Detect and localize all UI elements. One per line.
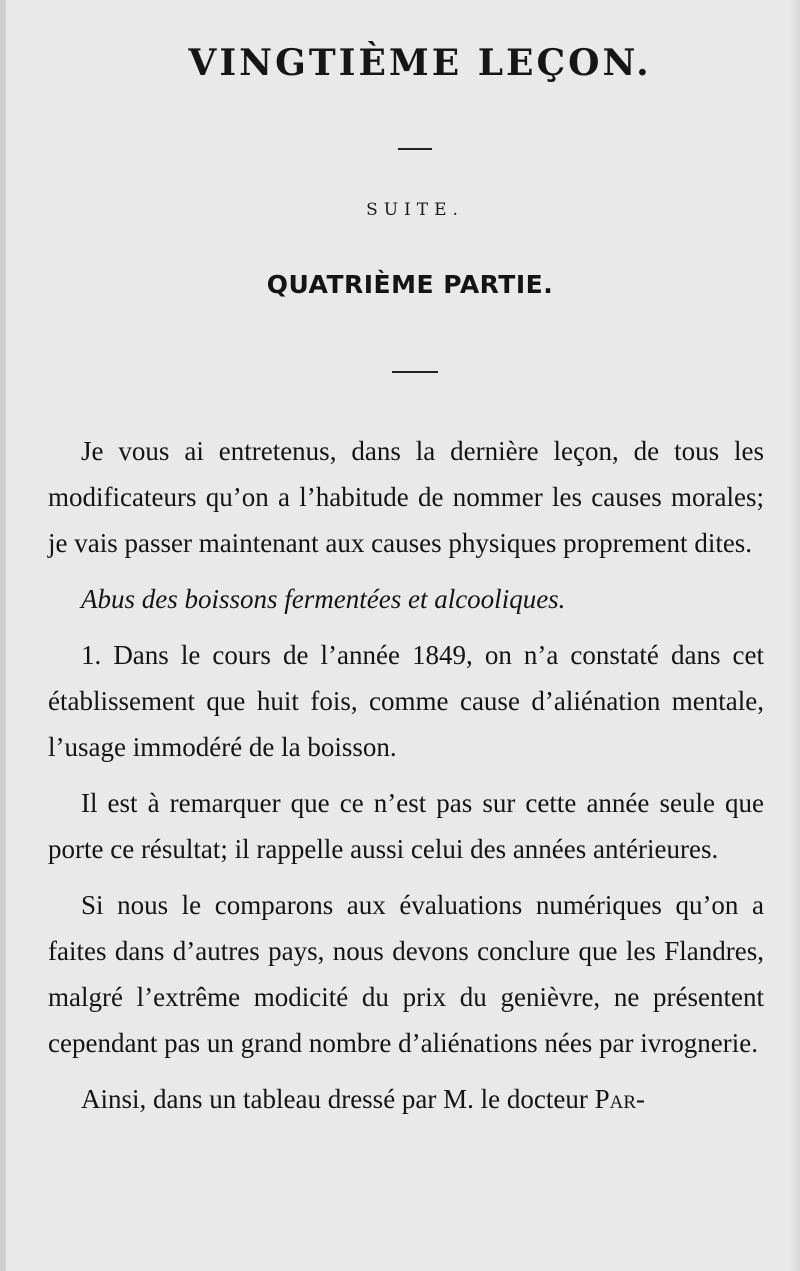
paragraph-2: Il est à remarquer que ce n’est pas sur cette année seule que porte ce résultat; il rappelle aussi celui des années antérieures.: [48, 788, 764, 864]
page-edge: [790, 0, 800, 1271]
paragraph-3: Si nous le comparons aux évaluations numériques qu’on a faites dans d’autres pays, nous devons conclure que les Flandres, malgré l’extrême modicité du prix du genièvre, ne présentent cependant pas un grand nombre d’aliénations nées par ivrognerie.: [48, 890, 764, 1058]
paragraph-4-text: Ainsi, dans un tableau dressé par M. le docteur: [81, 1084, 595, 1114]
section-heading: Abus des boissons fermentées et alcooliques.: [81, 584, 566, 614]
separator-rule: [398, 148, 432, 150]
lesson-title: VINGTIÈME LEÇON.: [188, 42, 652, 84]
author-name-smallcaps: Par-: [594, 1084, 646, 1114]
paragraph-1: 1. Dans le cours de l’année 1849, on n’a constaté dans cet établissement que huit fois, comme cause d’aliénation mentale, l’usage immodéré de la boisson.: [48, 640, 764, 762]
bleed-through-texture: [40, 0, 780, 192]
suite-label: SUITE.: [366, 200, 464, 220]
page-gutter: [0, 0, 6, 1271]
paragraph-intro: Je vous ai entretenus, dans la dernière leçon, de tous les modificateurs qu’on a l’habitude de nommer les causes morales; je vais passer maintenant aux causes physiques proprement dites.: [48, 436, 764, 558]
body-text: [48, 428, 764, 1132]
paragraph-4: [48, 1076, 764, 1122]
separator-rule: [392, 371, 438, 373]
part-heading: QUATRIÈME PARTIE.: [266, 270, 554, 299]
